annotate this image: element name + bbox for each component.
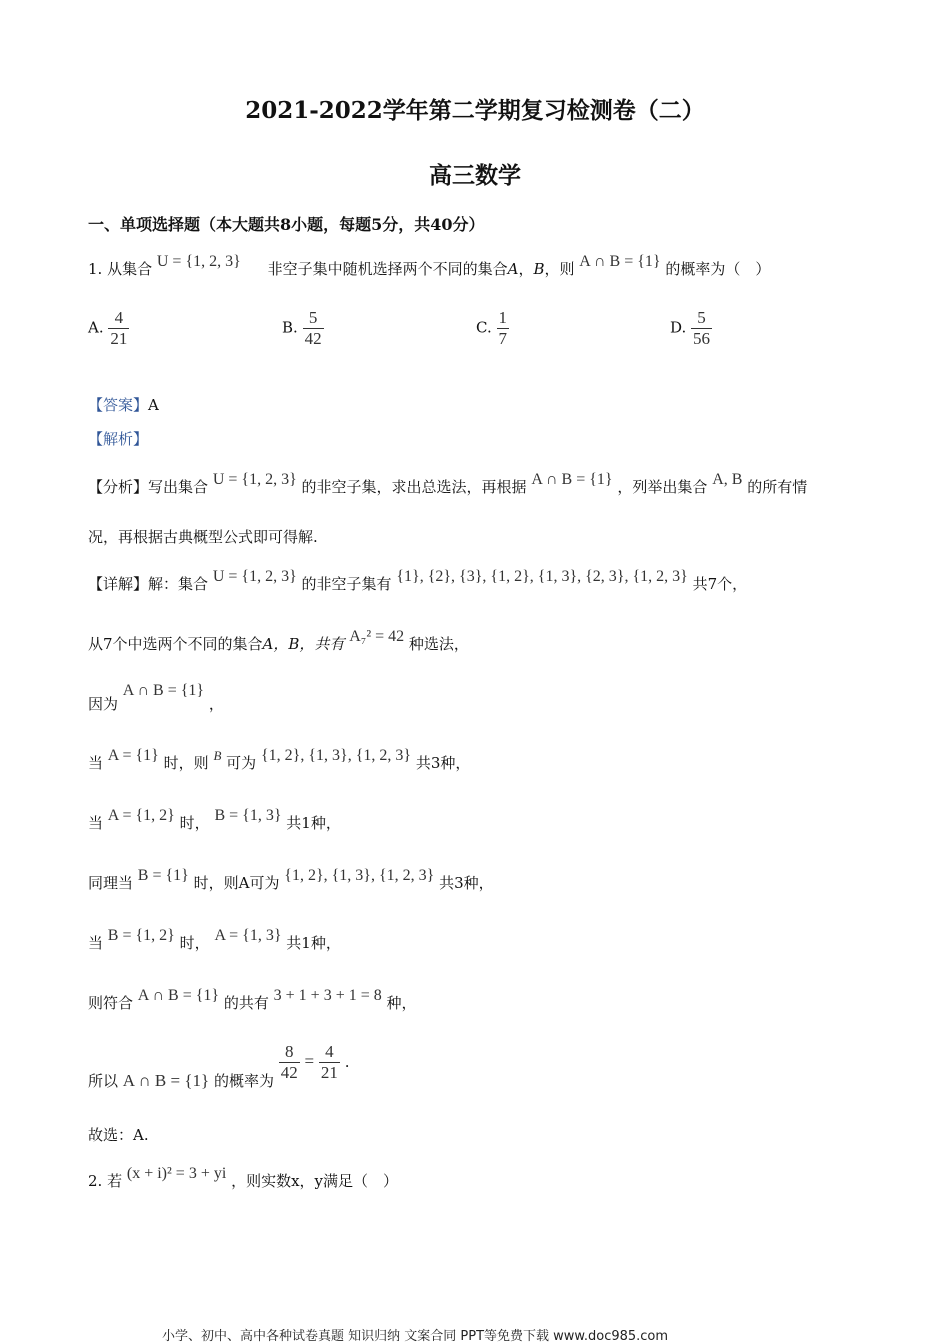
detail-l1m2: {1}, {2}, {3}, {1, 2}, {1, 3}, {2, 3}, {1, 2, 3} [396, 568, 688, 585]
q1-b: B [533, 260, 545, 278]
detail-l9-frac2 [319, 1042, 340, 1083]
q1-set-u: U = {1, 2, 3} [156, 253, 241, 270]
detail-l3m: A ∩ B = {1} [122, 682, 205, 699]
detail-l9d1: 42 [280, 1063, 298, 1082]
option-a [88, 308, 129, 349]
fenxi-t2: 的非空子集，求出总选法，再根据 [301, 478, 527, 496]
detail-line-1 [88, 568, 748, 594]
detail-l1c: 共7个， [692, 575, 748, 593]
detail-l6a: 同理当 [88, 874, 134, 892]
option-a-fraction [108, 308, 129, 349]
detail-line-3 [88, 682, 224, 714]
q2-expr: (x + i)² = 3 + yi [126, 1165, 227, 1182]
detail-l2a: 从7个中选两个不同的集合 [88, 635, 263, 653]
footer-text: 小学、初中、高中各种试卷真题 知识归纳 文案合同 PPT等免费下载 www.doc985.com [162, 1329, 669, 1344]
fenxi-m2: A ∩ B = {1} [531, 471, 613, 488]
analysis-line [88, 428, 148, 449]
detail-l5m: A = {1, 2} [107, 807, 175, 824]
question-2 [88, 1165, 399, 1191]
option-d-label: D. [670, 318, 687, 337]
option-d-fraction [691, 308, 712, 349]
fenxi-t1: 写出集合 [148, 478, 209, 496]
option-d-den: 56 [693, 329, 711, 348]
detail-line-2 [88, 628, 469, 654]
detail-l2b: A，B，共有 [262, 635, 345, 653]
answer-line [88, 394, 159, 415]
detail-l2m: A₇² = 42 [349, 628, 405, 645]
q1-mid: 非空子集中随机选择两个不同的集合 [267, 260, 508, 278]
detail-l4b: 时，则 [163, 754, 209, 772]
option-a-den: 21 [110, 329, 128, 348]
option-c [476, 308, 509, 349]
detail-l4m2: B [213, 748, 222, 763]
detail-l9b: 的概率为 [213, 1071, 274, 1090]
detail-l1b: 的非空子集有 [301, 575, 392, 593]
detail-line-6 [88, 867, 494, 893]
option-c-den: 7 [498, 329, 507, 348]
option-d [670, 308, 712, 349]
option-a-num: 4 [114, 308, 124, 327]
option-b-den: 42 [304, 329, 322, 348]
q1-a: A [507, 260, 519, 278]
q1-suffix: 的概率为（ ） [665, 260, 771, 278]
detail-l8c: 种， [386, 994, 417, 1012]
section-heading: 一、单项选择题（本大题共8小题，每题5分，共40分） [88, 215, 485, 234]
detail-l6b: 时，则A可为 [193, 874, 280, 892]
detail-l6m: B = {1} [137, 867, 189, 884]
detail-l5b: 时， [179, 814, 210, 832]
option-c-num: 1 [498, 308, 507, 327]
detail-l9n1: 8 [285, 1042, 294, 1061]
detail-l7c: 共1种， [286, 934, 341, 952]
detail-l4m3: {1, 2}, {1, 3}, {1, 2, 3} [260, 747, 412, 764]
detail-l1a: 解：集合 [148, 575, 209, 593]
detail-l9eq: = [304, 1051, 315, 1071]
detail-l7m2: A = {1, 3} [214, 927, 282, 944]
q2-prefix: 2. 若 [88, 1172, 123, 1190]
q1-condition: A ∩ B = {1} [579, 253, 661, 270]
detail-tag: 【详解】 [88, 575, 149, 593]
detail-l8m: A ∩ B = {1} [137, 987, 220, 1004]
detail-l9m: A ∩ B = {1} [122, 1070, 210, 1090]
option-b-label: B. [282, 318, 298, 337]
detail-l5m2: B = {1, 3} [214, 807, 282, 824]
option-b-fraction [303, 308, 324, 349]
detail-l4c: 可为 [226, 754, 257, 772]
detail-line-7 [88, 927, 341, 953]
detail-line-4 [88, 747, 471, 773]
q1-comma: ， [518, 260, 534, 278]
option-b [282, 308, 324, 349]
fenxi-t3: ，列举出集合 [617, 478, 708, 496]
option-d-num: 5 [697, 308, 706, 327]
detail-l8a: 则符合 [88, 994, 134, 1012]
q1-prefix: 1. 从集合 [88, 260, 153, 278]
fenxi-tag: 【分析】 [88, 478, 149, 496]
q2-suffix: ，则实数x，y满足（ ） [231, 1172, 399, 1190]
detail-l9d2: 21 [320, 1063, 338, 1082]
fenxi-m1: U = {1, 2, 3} [212, 471, 297, 488]
detail-l5c: 共1种， [286, 814, 341, 832]
q1-mid2: ，则 [544, 260, 575, 278]
detail-l4d: 共3种， [415, 754, 471, 772]
detail-l5a: 当 [88, 814, 104, 832]
detail-l3a: 因为 [88, 695, 119, 713]
detail-line-8 [88, 987, 417, 1013]
detail-l9-frac1 [279, 1042, 300, 1083]
fenxi-m3: A, B [712, 471, 743, 488]
page-subtitle: 高三数学 [429, 162, 521, 189]
detail-l1m: U = {1, 2, 3} [212, 568, 297, 585]
detail-l2c: 种选法， [408, 635, 469, 653]
option-b-num: 5 [308, 308, 318, 327]
detail-l7m: B = {1, 2} [107, 927, 175, 944]
detail-l9n2: 4 [325, 1042, 334, 1061]
detail-line-5 [88, 807, 341, 833]
conclusion: 故选：A. [88, 1126, 149, 1144]
detail-l9a: 所以 [88, 1071, 119, 1090]
detail-l7b: 时， [179, 934, 210, 952]
detail-l3b: ， [208, 695, 224, 713]
option-c-fraction [497, 308, 510, 349]
detail-l4a: 当 [88, 754, 104, 772]
answer-value: A [148, 396, 159, 414]
page-title: 2021-2022学年第二学期复习检测卷（二） [245, 97, 705, 124]
detail-line-9 [88, 1042, 350, 1090]
detail-l7a: 当 [88, 934, 104, 952]
fenxi-line-1 [88, 471, 808, 497]
detail-l6c: 共3种， [439, 874, 494, 892]
question-1 [88, 253, 771, 279]
option-c-label: C. [476, 318, 492, 337]
detail-l6m2: {1, 2}, {1, 3}, {1, 2, 3} [284, 867, 435, 884]
detail-l9c: . [344, 1052, 350, 1071]
fenxi-line-2: 况，再根据古典概型公式即可得解. [88, 528, 318, 546]
detail-l8b: 的共有 [223, 994, 269, 1012]
fenxi-t4: 的所有情 [747, 478, 808, 496]
detail-l8m2: 3 + 1 + 3 + 1 = 8 [273, 987, 382, 1004]
analysis-tag: 【解析】 [88, 430, 149, 448]
answer-tag: 【答案】 [88, 396, 149, 414]
detail-l4m: A = {1} [107, 747, 159, 764]
option-a-label: A. [88, 318, 104, 337]
